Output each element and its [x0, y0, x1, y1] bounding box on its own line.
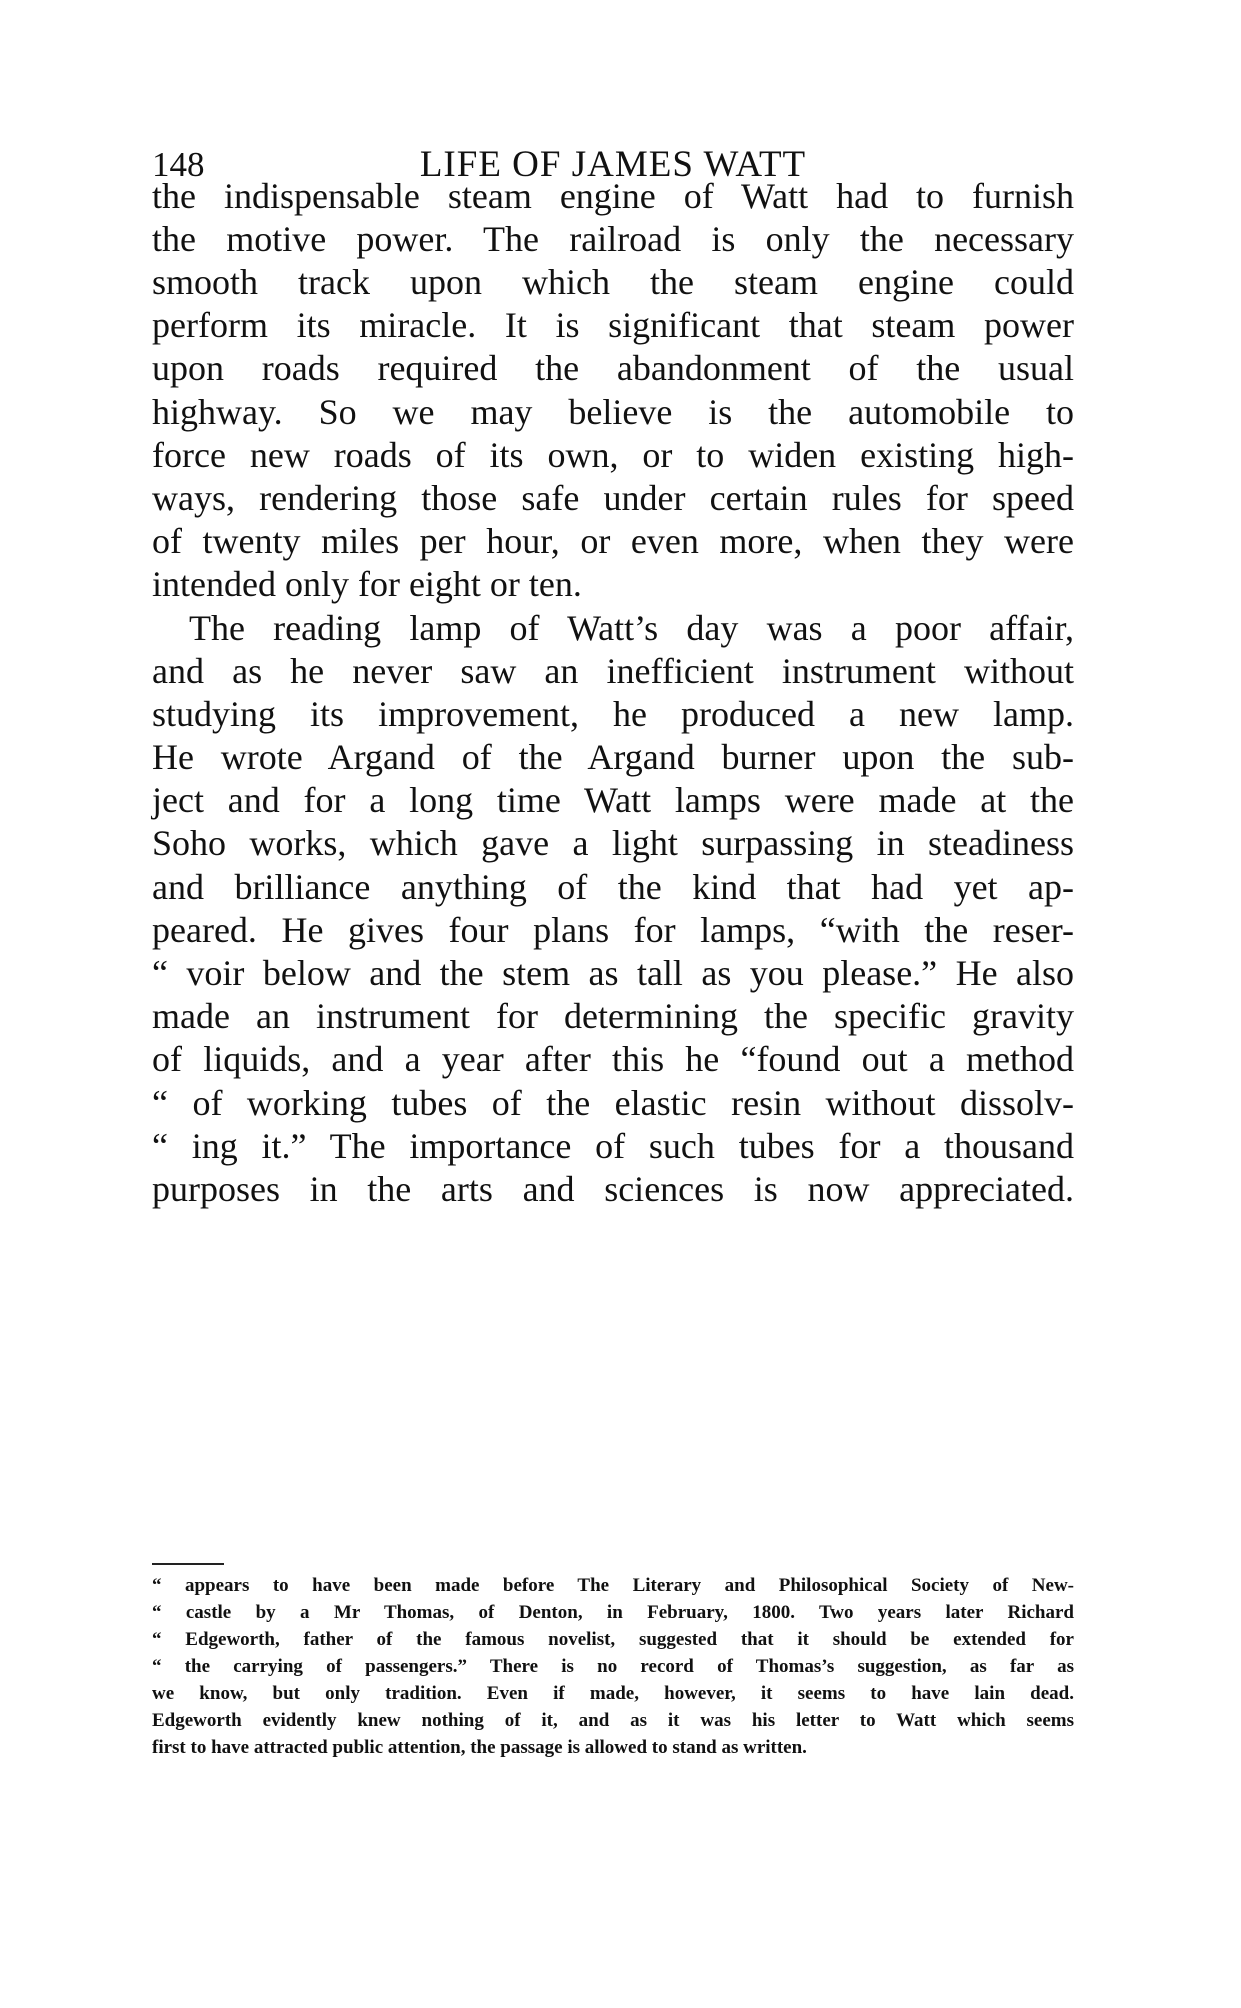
running-title: LIFE OF JAMES WATT [419, 144, 807, 185]
body-line: made an instrument for determining the specific gravity [152, 996, 1074, 1036]
body-line: and as he never saw an inefficient instrument without [152, 651, 1074, 691]
body-line: highway. So we may believe is the automobile to [152, 392, 1074, 432]
page-number: 148 [152, 145, 205, 184]
footnote-line: first to have attracted public attention, the passage is allowed to stand as written. [152, 1737, 807, 1758]
footnote-line: we know, but only tradition. Even if made, however, it seems to have lain dead. [152, 1683, 1074, 1704]
body-line: force new roads of its own, or to widen existing high- [152, 435, 1074, 475]
body-line: “ voir below and the stem as tall as you please.” He also [152, 953, 1074, 993]
body-line: intended only for eight or ten. [152, 564, 582, 604]
body-line: peared. He gives four plans for lamps, “with the reser- [152, 910, 1074, 950]
footnote-line: Edgeworth evidently knew nothing of it, and as it was his letter to Watt which seems [152, 1710, 1074, 1731]
body-line: “ of working tubes of the elastic resin without dissolv- [152, 1083, 1074, 1123]
body-line: ways, rendering those safe under certain rules for speed [152, 478, 1074, 518]
footnote-line: “ appears to have been made before The Literary and Philosophical Society of New- [152, 1575, 1074, 1596]
body-line: of liquids, and a year after this he “found out a method [152, 1039, 1074, 1079]
body-line: ject and for a long time Watt lamps were made at the [152, 780, 1074, 820]
body-line: perform its miracle. It is significant that steam power [152, 305, 1074, 345]
body-line: Soho works, which gave a light surpassing in steadiness [152, 823, 1074, 863]
body-line: upon roads required the abandonment of the usual [152, 348, 1074, 388]
body-line: and brilliance anything of the kind that had yet ap- [152, 867, 1074, 907]
body-line: of twenty miles per hour, or even more, when they were [152, 521, 1074, 561]
footnote-rule [152, 1563, 224, 1565]
footnote-line: “ the carrying of passengers.” There is no record of Thomas’s suggestion, as far as [152, 1656, 1074, 1677]
body-line: the indispensable steam engine of Watt had to furnish [152, 176, 1074, 216]
footnote-line: “ castle by a Mr Thomas, of Denton, in February, 1800. Two years later Richard [152, 1602, 1074, 1623]
body-line: purposes in the arts and sciences is now appreciated. [152, 1169, 1074, 1209]
body-line: “ ing it.” The importance of such tubes for a thousand [152, 1126, 1074, 1166]
paragraph-first-line: The reading lamp of Watt’s day was a poor affair, [189, 608, 1074, 648]
body-line: He wrote Argand of the Argand burner upon the sub- [152, 737, 1074, 777]
body-line: studying its improvement, he produced a new lamp. [152, 694, 1074, 734]
body-line: smooth track upon which the steam engine could [152, 262, 1074, 302]
body-line: the motive power. The railroad is only the necessary [152, 219, 1074, 259]
footnote-line: “ Edgeworth, father of the famous novelist, suggested that it should be extended for [152, 1629, 1074, 1650]
